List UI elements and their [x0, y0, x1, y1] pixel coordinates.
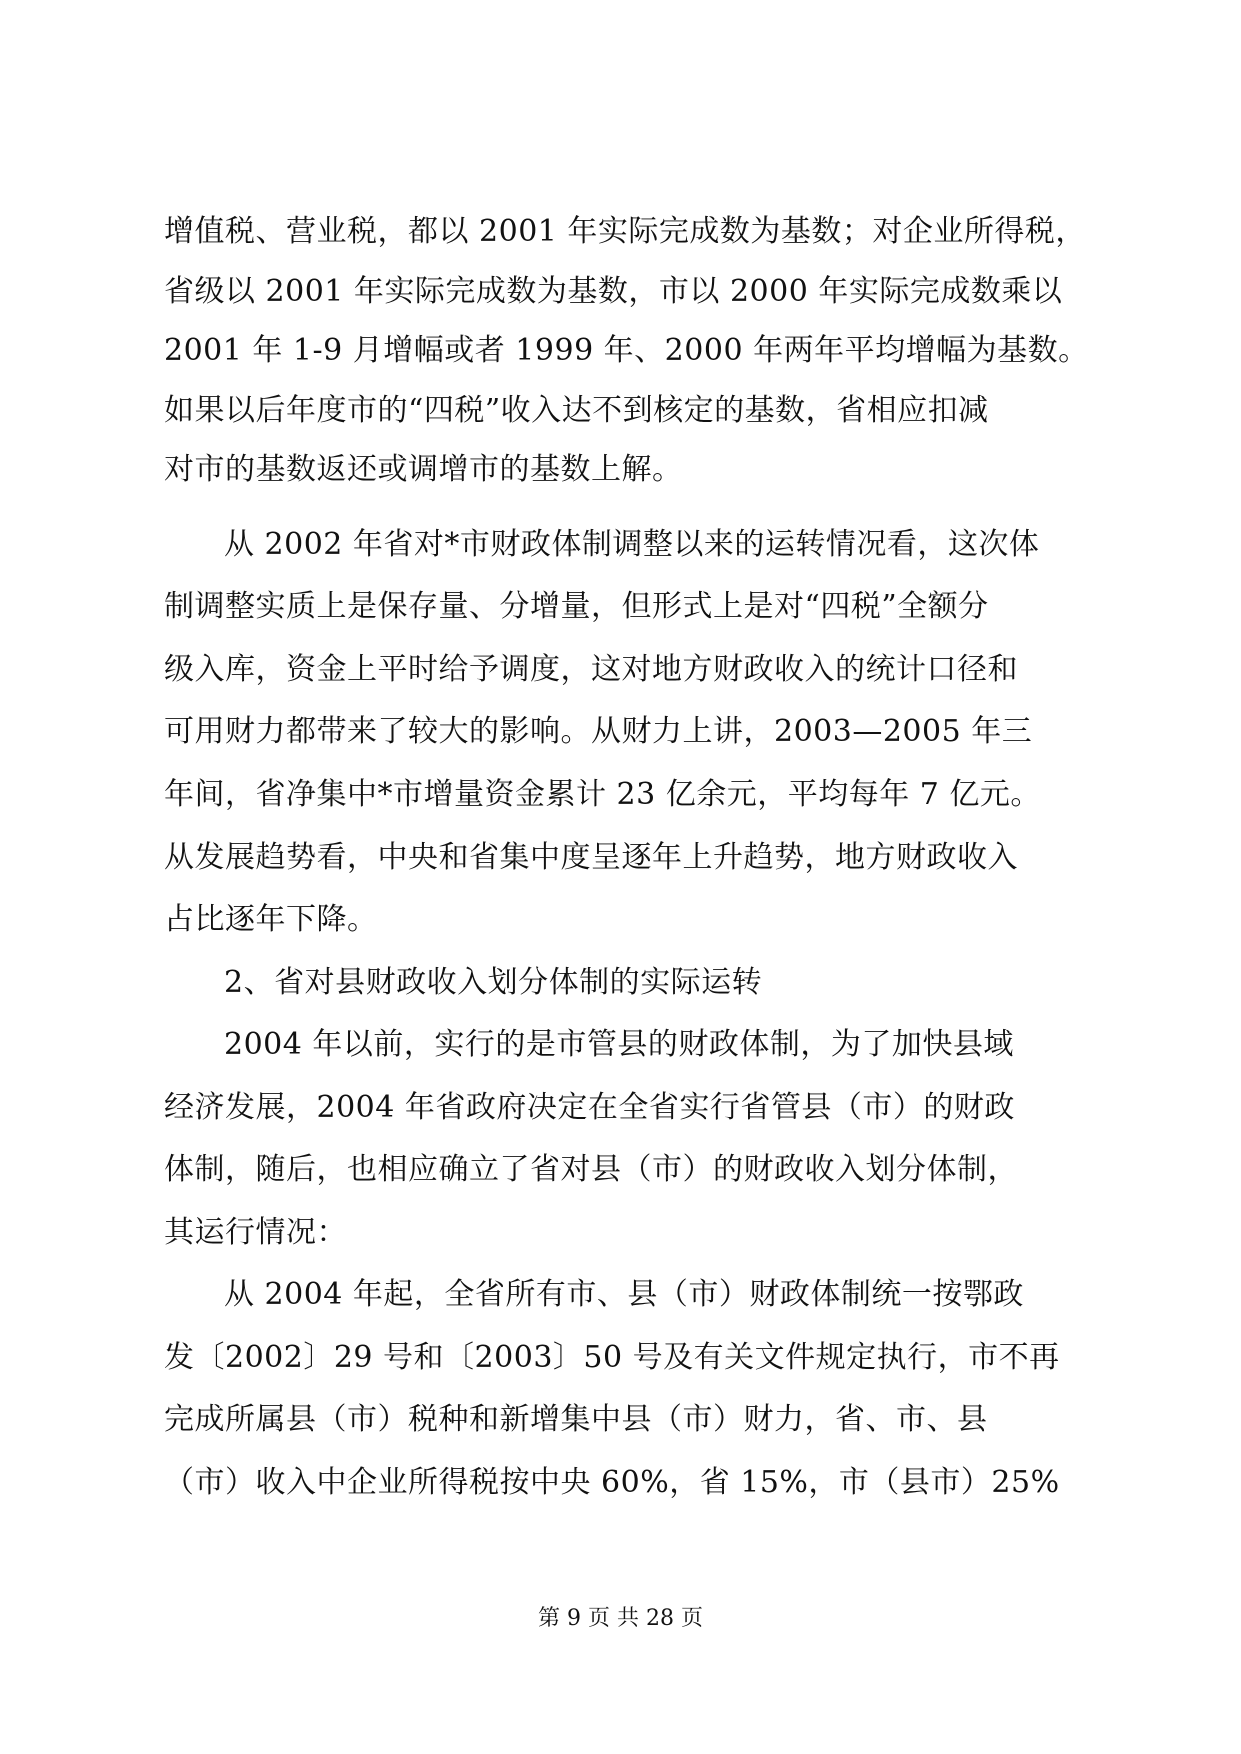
- text-line: 增值税、营业税，都以 2001 年实际完成数为基数；对企业所得税，: [164, 214, 1086, 249]
- text-line: （市）收入中企业所得税按中央 60%，省 15%，市（县市）25%: [164, 1465, 1060, 1500]
- text-line: 2001 年 1-9 月增幅或者 1999 年、2000 年两年平均增幅为基数。: [164, 333, 1089, 368]
- text-line: 从发展趋势看，中央和省集中度呈逐年上升趋势，地方财政收入: [164, 840, 1018, 875]
- text-line: 从 2004 年起，全省所有市、县（市）财政体制统一按鄂政: [224, 1277, 1024, 1312]
- text-line: 对市的基数返还或调增市的基数上解。: [164, 452, 683, 487]
- text-line: 发〔2002〕29 号和〔2003〕50 号及有关文件规定执行，市不再: [164, 1340, 1060, 1375]
- text-line: 体制，随后，也相应确立了省对县（市）的财政收入划分体制，: [164, 1152, 1018, 1187]
- text-line: 2004 年以前，实行的是市管县的财政体制，为了加快县域: [224, 1027, 1014, 1062]
- text-line: 年间，省净集中*市增量资金累计 23 亿余元，平均每年 7 亿元。: [164, 777, 1041, 812]
- text-line: 经济发展，2004 年省政府决定在全省实行省管县（市）的财政: [164, 1090, 1015, 1125]
- text-line: 占比逐年下降。: [164, 902, 378, 937]
- text-line: 从 2002 年省对*市财政体制调整以来的运转情况看，这次体: [224, 527, 1040, 562]
- text-line: 级入库，资金上平时给予调度，这对地方财政收入的统计口径和: [164, 652, 1018, 687]
- text-line: 可用财力都带来了较大的影响。从财力上讲，2003—2005 年三: [164, 714, 1033, 749]
- text-line: 制调整实质上是保存量、分增量，但形式上是对“四税”全额分: [164, 589, 989, 624]
- page-number-footer: 第 9 页 共 28 页: [538, 1606, 703, 1631]
- text-line: 其运行情况：: [164, 1215, 347, 1250]
- text-line: 完成所属县（市）税种和新增集中县（市）财力，省、市、县: [164, 1402, 988, 1437]
- section-heading: 2、省对县财政收入划分体制的实际运转: [224, 965, 763, 1000]
- text-line: 省级以 2001 年实际完成数为基数，市以 2000 年实际完成数乘以: [164, 274, 1063, 309]
- text-line: 如果以后年度市的“四税”收入达不到核定的基数，省相应扣减: [164, 393, 989, 428]
